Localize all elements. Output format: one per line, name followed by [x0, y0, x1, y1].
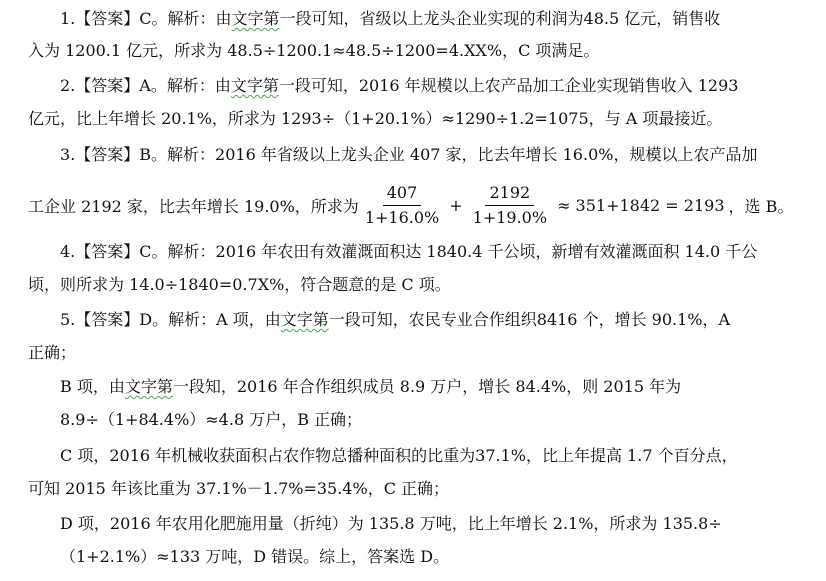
- q1-text-c: 一段可知，省级以上龙头企业实现的利润为48.5 亿元，销售收: [279, 9, 721, 28]
- q2-text-c: 一段可知，2016 年规模以上农产品加工企业实现销售收入 1293: [278, 76, 739, 95]
- q5-option-b-line-1: [60, 377, 681, 397]
- fraction-1-numerator: 407: [383, 183, 422, 206]
- q1-underlined-text: 文字第: [231, 9, 280, 28]
- q2-line-1: [60, 76, 738, 96]
- q5-b-text-a: B 项，由: [60, 377, 125, 396]
- q5-b-text-c: 一段知，2016 年合作组织成员 8.9 万户，增长 84.4%，则 2015 年为: [172, 377, 682, 396]
- formula-result: ≈ 351+1842 = 2193: [557, 195, 725, 215]
- q5-option-c-line-1: C 项，2016 年机械收获面积占农作物总播种面积的比重为37.1%，比上年提高 1.7 个百分点，: [60, 446, 738, 465]
- q3-formula-suffix: ，选 B。: [728, 196, 794, 216]
- q2-line-2: 亿元，比上年增长 20.1%，所求为 1293÷（1+20.1%）≈1290÷1.2=1075，与 A 项最接近。: [28, 109, 723, 128]
- q5-text-c: 一段可知，农民专业合作组织8416 个，增长 90.1%，A: [328, 310, 731, 329]
- q1-line-2: 入为 1200.1 亿元，所求为 48.5÷1200.1≈48.5÷1200=4.XX%，C 项满足。: [28, 41, 600, 60]
- q4-line-1: 4.【答案】C。解析：2016 年农田有效灌溉面积达 1840.4 千公顷，新增有效灌溉面积 14.0 千公: [60, 242, 758, 261]
- q3-line-2-formula: [28, 180, 793, 230]
- plus-sign: +: [449, 195, 463, 215]
- q5-line-1: [60, 310, 730, 330]
- q5-b-underlined-text: 文字第: [124, 377, 173, 396]
- q5-option-b-line-2: 8.9÷（1+84.4%）≈4.8 万户，B 正确；: [60, 410, 363, 429]
- fraction-1: [361, 183, 443, 228]
- fraction-1-denominator: 1+16.0%: [364, 207, 440, 227]
- q3-line-1: 3.【答案】B。解析：2016 年省级以上龙头企业 407 家，比去年增长 16.0%，规模以上农产品加: [60, 145, 758, 164]
- fraction-2: [469, 183, 551, 228]
- q5-option-c-line-2: 可知 2015 年该比重为 37.1%－1.7%=35.4%，C 正确；: [28, 479, 450, 498]
- fraction-2-numerator: 2192: [485, 183, 534, 206]
- q4-line-2: 顷，则所求为 14.0÷1840=0.7X%，符合题意的是 C 项。: [28, 275, 451, 294]
- q3-formula-prefix: 工企业 2192 家，比去年增长 19.0%，所求为: [28, 196, 359, 216]
- q1-text-a: 1.【答案】C。解析：由: [60, 9, 232, 28]
- q2-underlined-text: 文字第: [230, 76, 279, 95]
- q5-option-d-line-1: D 项，2016 年农用化肥施用量（折纯）为 135.8 万吨，比上年增长 2.1%，所求为 135.8÷: [60, 514, 722, 533]
- q5-underlined-text: 文字第: [280, 310, 329, 329]
- q2-text-a: 2.【答案】A。解析：由: [60, 76, 231, 95]
- q5-text-a: 5.【答案】D。解析：A 项，由: [60, 310, 281, 329]
- q5-option-d-line-2: （1+2.1%）≈133 万吨，D 错误。综上，答案选 D。: [60, 547, 450, 566]
- q1-line-1: [60, 9, 720, 29]
- q5-line-2: 正确；: [28, 343, 77, 362]
- fraction-2-denominator: 1+19.0%: [472, 207, 548, 227]
